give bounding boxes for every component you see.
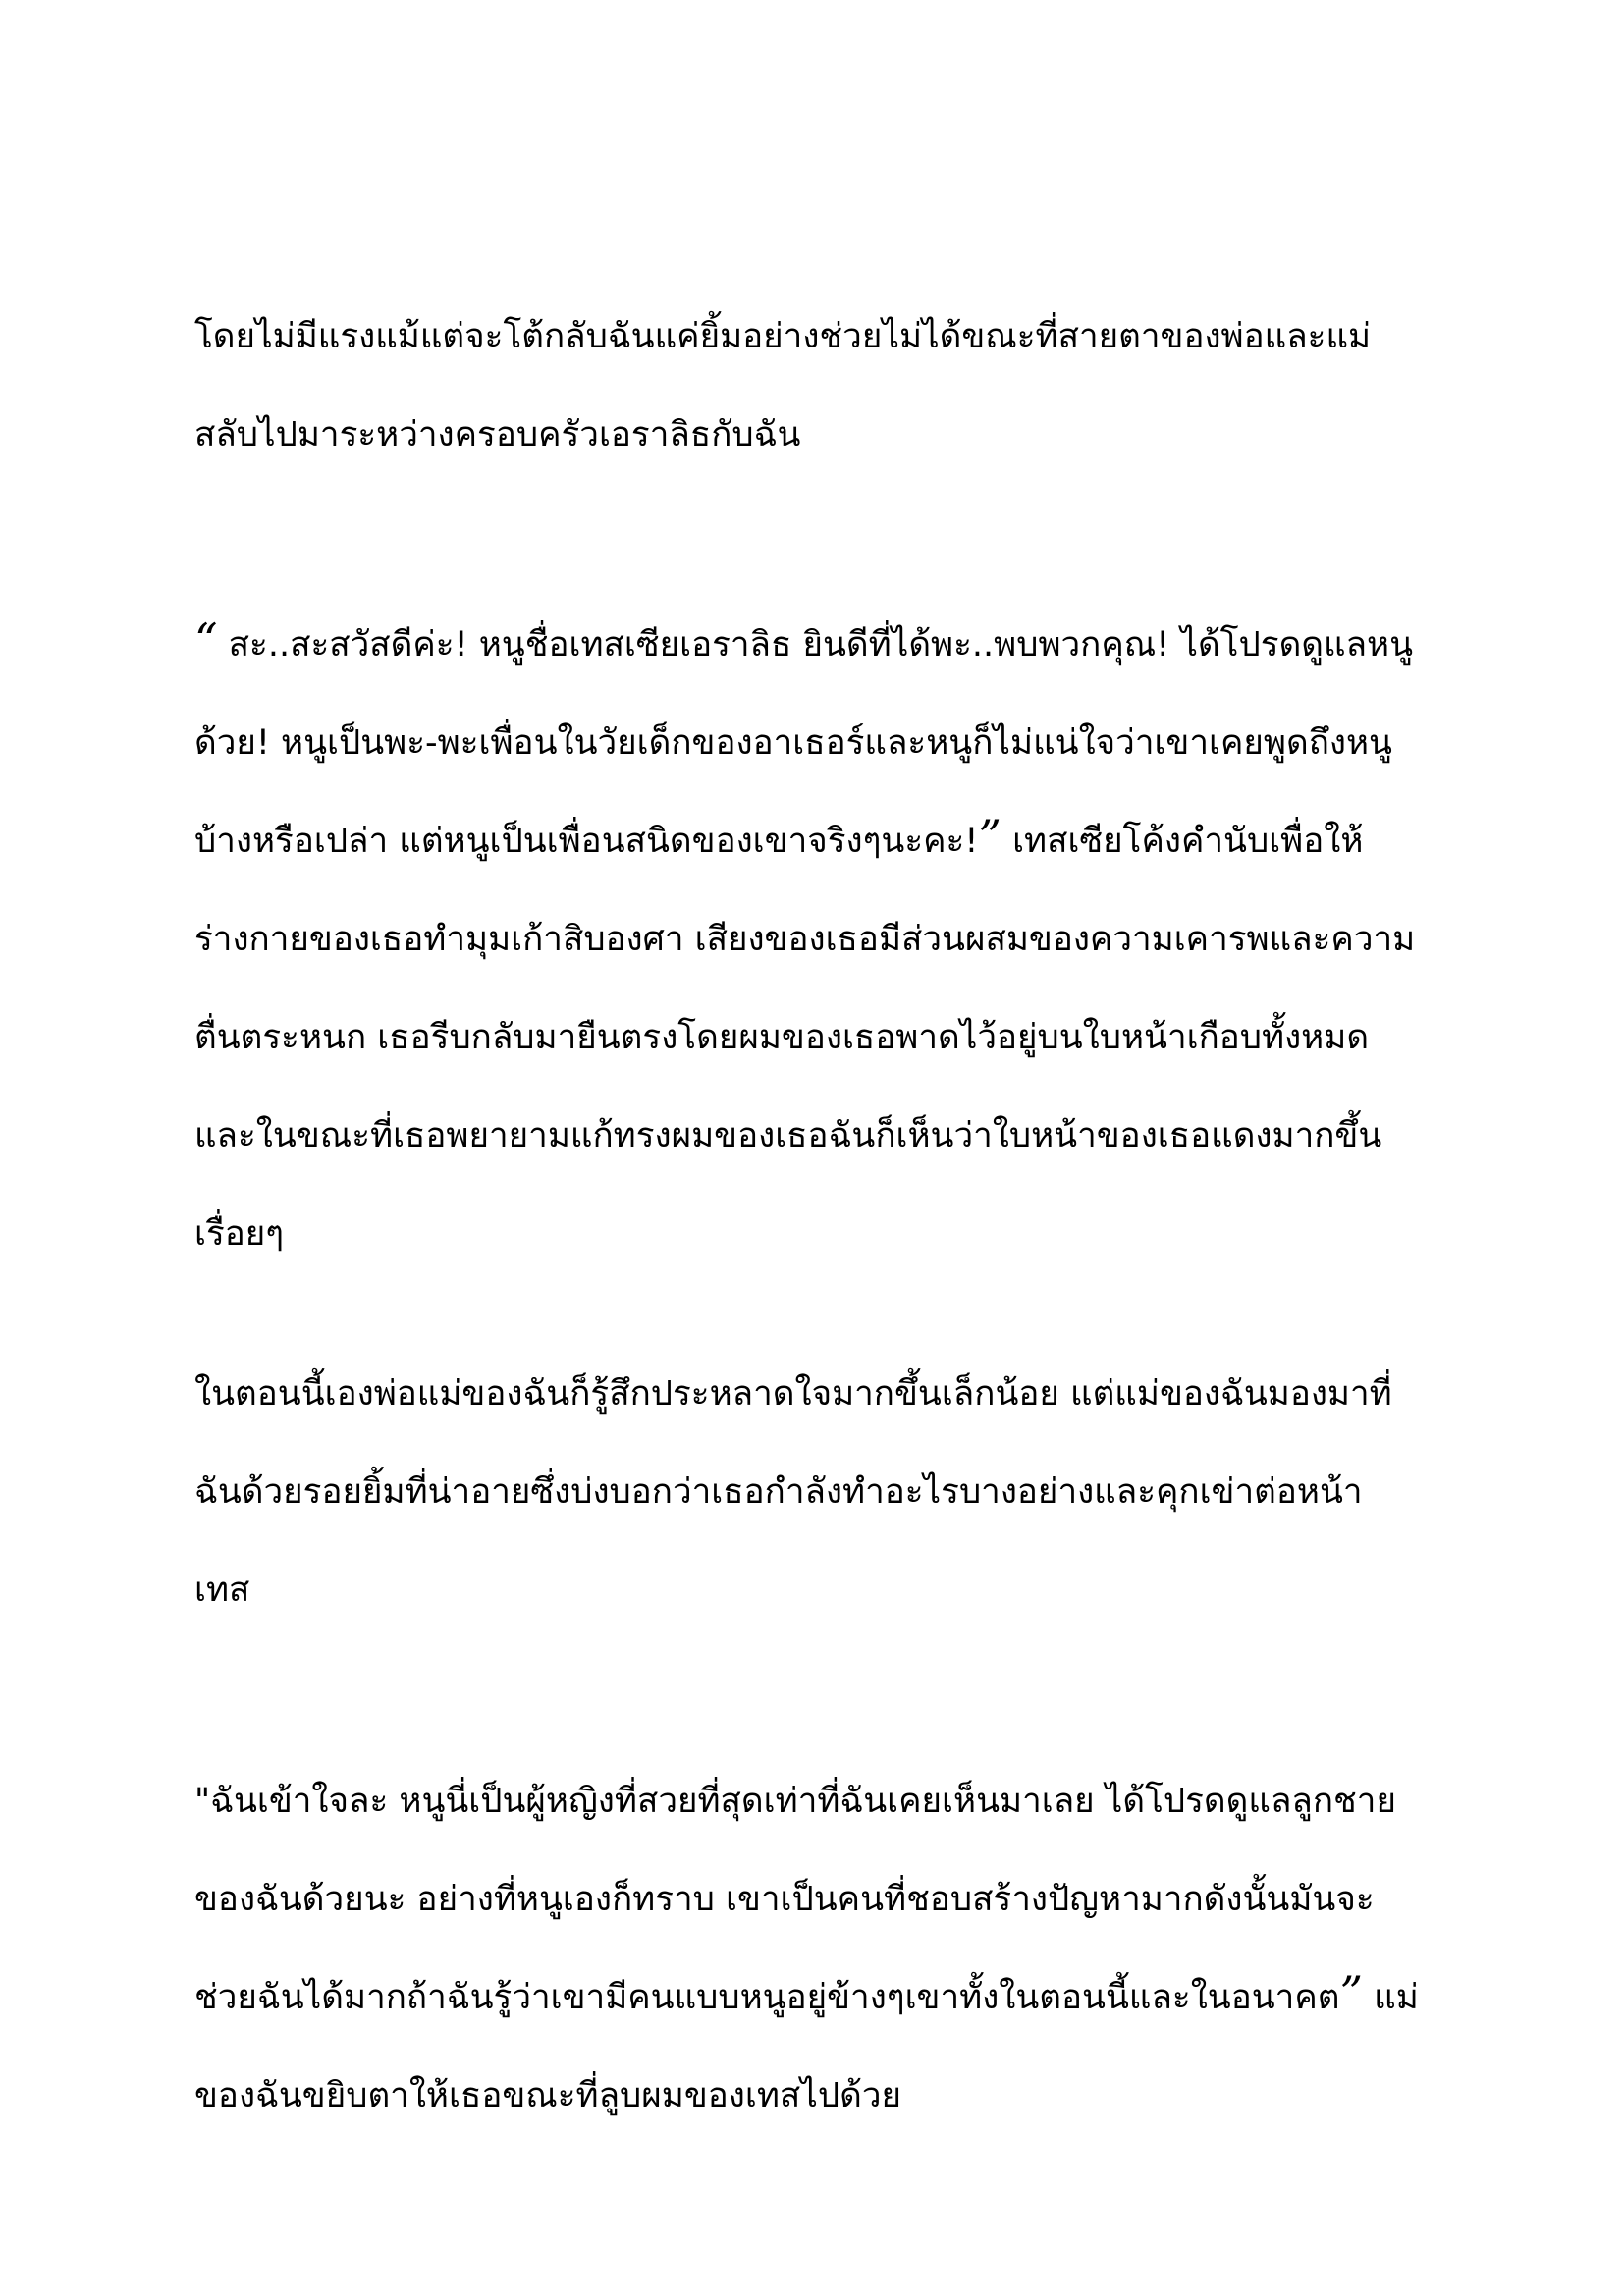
- text-line: เรื่อยๆ: [194, 1214, 285, 1254]
- close-quote-mark: ”: [1339, 1966, 1363, 2019]
- text-line: ของฉันขยิบตาให้เธอขณะที่ลูบผมของเทสไปด้วย: [194, 2076, 901, 2115]
- paragraph-3: [194, 1345, 1451, 1639]
- text-line: "ฉันเข้าใจละ หนูนี่เป็นผู้หญิงที่สวยที่สุดเท่าที่ฉันเคยเห็นมาเลย ได้โปรดดูแลลูกชาย: [194, 1782, 1396, 1821]
- text-line: ร่างกายของเธอทำมุมเก้าสิบองศา เสียงของเธอมีส่วนผสมของความเคารพและความ: [194, 920, 1416, 959]
- text-line: [194, 1949, 1451, 2047]
- dialogue-text: บ้างหรือเปล่า แต่หนูเป็นเพื่อนสนิดของเขาจริงๆนะคะ!: [194, 822, 979, 861]
- text-line: ของฉันด้วยนะ อย่างที่หนูเองก็ทราบ เขาเป็นคนที่ชอบสร้างปัญหามากดังนั้นมันจะ: [194, 1880, 1375, 1919]
- text-line: ด้วย! หนูเป็นพะ-พะเพื่อนในวัยเด็กของอาเธอร์และหนูก็ไม่แน่ใจว่าเขาเคยพูดถึงหนู: [194, 723, 1392, 763]
- text-line: ฉันด้วยรอยยิ้มที่น่าอายซึ่งบ่งบอกว่าเธอกำลังทำอะไรบางอย่างและคุกเข่าต่อหน้า: [194, 1472, 1363, 1512]
- text-line: สลับไปมาระหว่างครอบครัวเอราลิธกับฉัน: [194, 415, 801, 454]
- text-line: และในขณะที่เธอพยายามแก้ทรงผมของเธอฉันก็เห็นว่าใบหน้าของเธอแดงมากขึ้น: [194, 1116, 1382, 1155]
- open-quote-mark: “: [194, 614, 218, 667]
- text-line: เทส: [194, 1571, 250, 1610]
- close-quote-mark: ”: [978, 810, 1001, 863]
- text-line: ตื่นตระหนก เธอรีบกลับมายืนตรงโดยผมของเธอพาดไว้อยู่บนใบหน้าเกือบทั้งหมด: [194, 1018, 1370, 1057]
- paragraph-4: [194, 1752, 1451, 2145]
- paragraph-2: [194, 596, 1451, 1283]
- text-line: [194, 596, 1451, 694]
- dialogue-text: ช่วยฉันได้มากถ้าฉันรู้ว่าเขามีคนแบบหนูอยู่ข้างๆเขาทั้งในตอนนี้และในอนาคต: [194, 1978, 1340, 2017]
- narration-text: แม่: [1374, 1978, 1419, 2017]
- paragraph-1: [194, 288, 1451, 484]
- text-line: โดยไม่มีแรงแม้แต่จะโต้กลับฉันแค่ยิ้มอย่างช่วยไม่ได้ขณะที่สายตาของพ่อและแม่: [194, 317, 1372, 356]
- narration-text: เทสเซียโค้งคำนับเพื่อให้: [1012, 822, 1364, 861]
- text-line: [194, 792, 1451, 890]
- text-line: ในตอนนี้เองพ่อแม่ของฉันก็รู้สึกประหลาดใจมากขึ้นเล็กน้อย แต่แม่ของฉันมองมาที่: [194, 1374, 1392, 1414]
- dialogue-text: สะ..สะสวัสดีค่ะ! หนูชื่อเทสเซียเอราลิธ ยินดีที่ได้พะ..พบพวกคุณ! ได้โปรดดูแลหนู: [228, 625, 1414, 665]
